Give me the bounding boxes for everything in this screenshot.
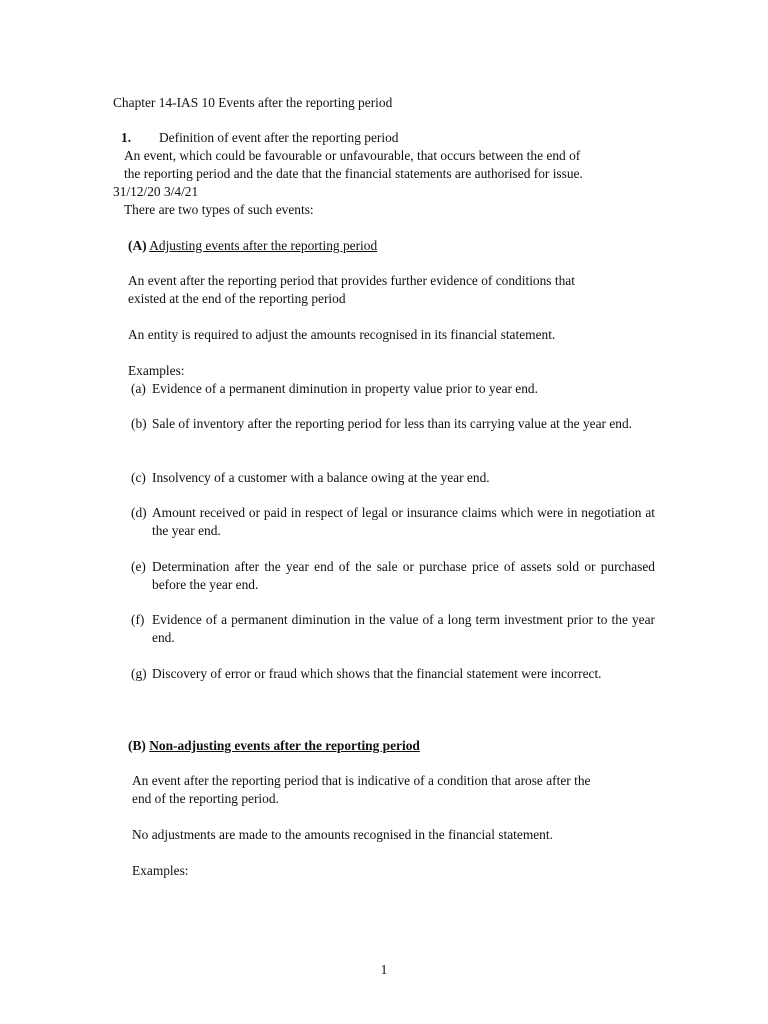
section-a-label: (A) bbox=[128, 238, 147, 253]
example-text: Evidence of a permanent diminution in the value of a long term investment prior to the year end. bbox=[152, 612, 655, 645]
example-label: (f) bbox=[131, 612, 145, 627]
section-a-heading bbox=[128, 237, 377, 255]
example-label: (a) bbox=[131, 381, 146, 396]
section-b-label: (B) bbox=[128, 738, 146, 753]
example-label: (e) bbox=[131, 559, 146, 574]
definition-line-1: An event, which could be favourable or unfavourable, that occurs between the end of bbox=[124, 148, 581, 163]
section-b-definition-line-1: An event after the reporting period that is indicative of a condition that arose after the bbox=[132, 773, 591, 788]
section-b-requirement: No adjustments are made to the amounts recognised in the financial statement. bbox=[132, 827, 553, 842]
page-number: 1 bbox=[380, 962, 388, 977]
definition-line-2: the reporting period and the date that the financial statements are authorised for issue. bbox=[124, 166, 583, 181]
example-text: Discovery of error or fraud which shows that the financial statement were incorrect. bbox=[152, 666, 602, 681]
section-b-definition-line-2: end of the reporting period. bbox=[132, 791, 279, 806]
example-text: Sale of inventory after the reporting period for less than its carrying value at the year end. bbox=[152, 416, 633, 431]
example-label: (d) bbox=[131, 505, 147, 520]
example-text: Evidence of a permanent diminution in property value prior to year end. bbox=[152, 381, 538, 396]
dates-note: 31/12/20 3/4/21 bbox=[113, 184, 199, 199]
section-b-title: Non-adjusting events after the reporting period bbox=[149, 738, 420, 753]
example-label: (c) bbox=[131, 470, 146, 485]
section-a-definition-line-2: existed at the end of the reporting period bbox=[128, 291, 346, 306]
section-b-examples-label: Examples: bbox=[132, 863, 189, 878]
types-intro: There are two types of such events: bbox=[124, 202, 314, 217]
page-title: Chapter 14-IAS 10 Events after the reporting period bbox=[113, 95, 393, 110]
section-a-definition-line-1: An event after the reporting period that provides further evidence of conditions that bbox=[128, 273, 575, 288]
example-label: (b) bbox=[131, 416, 147, 431]
example-text: Insolvency of a customer with a balance owing at the year end. bbox=[152, 470, 490, 485]
section-a-requirement: An entity is required to adjust the amounts recognised in its financial statement. bbox=[128, 327, 556, 342]
example-label: (g) bbox=[131, 666, 147, 681]
section-a-examples-label: Examples: bbox=[128, 363, 185, 378]
example-text: Amount received or paid in respect of legal or insurance claims which were in negotiation at the year end. bbox=[152, 505, 655, 538]
section-number: 1. bbox=[121, 130, 132, 145]
section-a-title: Adjusting events after the reporting period bbox=[149, 238, 378, 253]
section-heading: Definition of event after the reporting period bbox=[159, 130, 399, 145]
example-text: Determination after the year end of the sale or purchase price of assets sold or purchased before the year end. bbox=[152, 559, 655, 592]
section-b-heading bbox=[128, 737, 420, 755]
